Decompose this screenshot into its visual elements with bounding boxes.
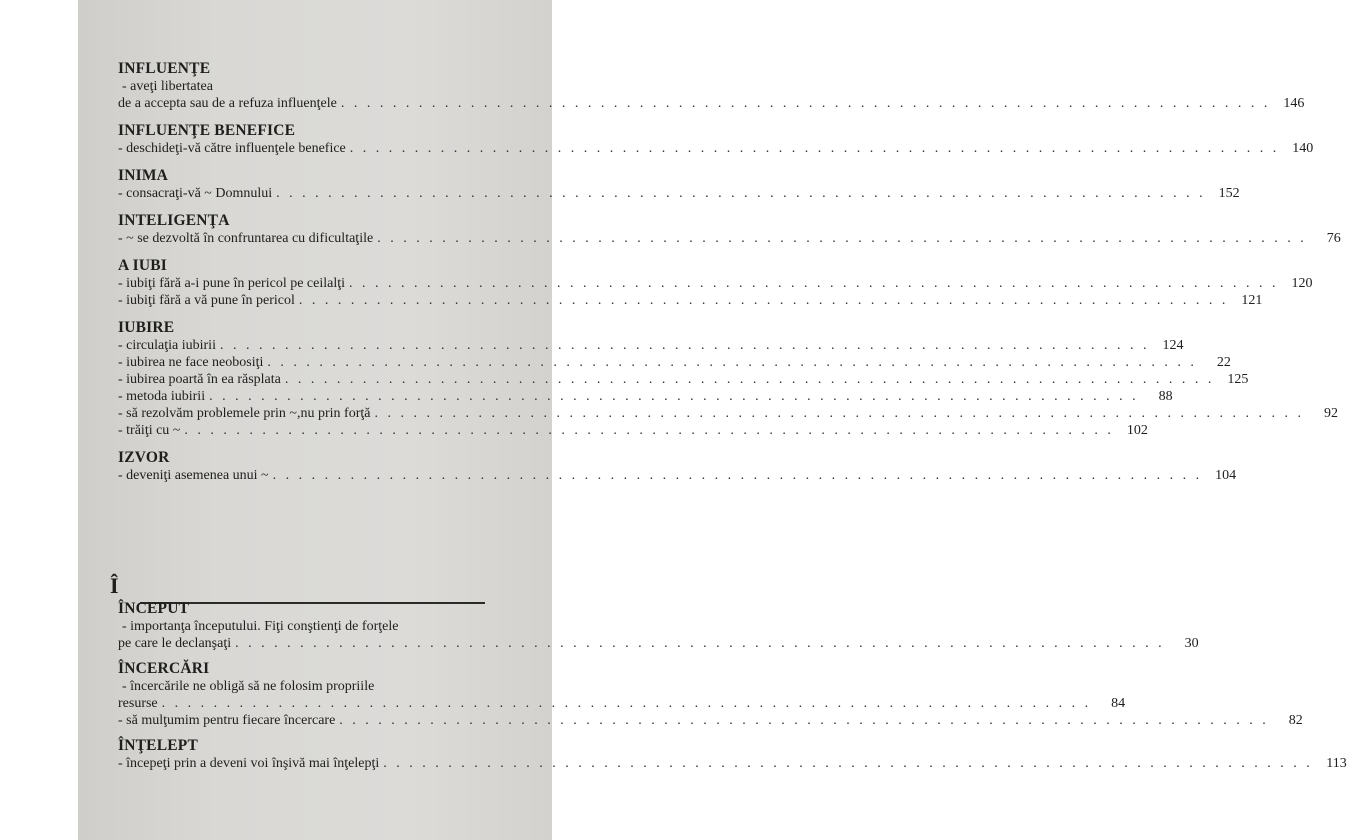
leader-dots: [341, 95, 1271, 112]
entry-item: [118, 635, 1199, 652]
leader-dots: [267, 354, 1197, 371]
leader-dots: [285, 371, 1215, 388]
entry-item-text: resurse: [118, 696, 158, 711]
leader-dots: [209, 388, 1139, 405]
entry-heading: INIMA: [118, 167, 169, 184]
entry-item-text: - încercările ne obligă să ne folosim propriile: [122, 679, 375, 694]
page-number: 30: [1184, 636, 1199, 651]
entry-item-text: - începeţi prin a deveni voi înşivă mai înţelepţi: [118, 756, 380, 771]
page-number: 84: [1111, 696, 1126, 711]
index-entry: [118, 600, 1199, 652]
entry-heading: ÎNŢELEPT: [118, 737, 198, 754]
leader-dots: [383, 755, 1313, 772]
index-entry: [118, 319, 1338, 439]
entry-item: [118, 230, 1341, 247]
page-number: 140: [1292, 141, 1314, 156]
leader-dots: [276, 185, 1206, 202]
leader-dots: [299, 292, 1229, 309]
entry-item: [118, 712, 1303, 729]
entry-item-text: - importanţa începutului. Fiţi conştienţi de forţele: [122, 619, 399, 634]
page-number: 152: [1218, 186, 1240, 201]
entry-heading: ÎNCERCĂRI: [118, 660, 210, 677]
entry-item: [118, 422, 1148, 439]
entry-heading: INFLUENŢE: [118, 60, 211, 77]
page-number: 146: [1283, 96, 1305, 111]
entry-heading: A IUBI: [118, 257, 168, 274]
entry-item-text: - să mulţumim pentru fiecare încercare: [118, 713, 336, 728]
index-entry: [118, 122, 1314, 157]
entry-heading: INTELIGENŢA: [118, 212, 230, 229]
entry-heading: ÎNCEPUT: [118, 600, 190, 617]
entry-item: [118, 371, 1249, 388]
entry-item: [118, 755, 1347, 772]
entry-item-text: - deveniţi asemenea unui ~: [118, 468, 269, 483]
entry-item: [118, 695, 1126, 712]
book-page: [78, 0, 1347, 840]
entry-item-text: - ~ se dezvoltă în confruntarea cu dificultaţile: [118, 231, 374, 246]
entry-item: [118, 337, 1184, 354]
index-entry: [118, 60, 1305, 112]
index-entry: [118, 212, 1341, 247]
entry-item: [118, 405, 1338, 422]
leader-dots: [350, 140, 1280, 157]
index-entry: [118, 660, 1303, 729]
page-number: 102: [1126, 423, 1148, 438]
entry-heading: IZVOR: [118, 449, 170, 466]
page-number: 92: [1324, 406, 1338, 421]
entry-item: [118, 185, 1240, 202]
entry-item-text: - deschideţi-vă către influenţele benefice: [118, 141, 346, 156]
page-number: 88: [1158, 389, 1173, 404]
page-number: 125: [1227, 372, 1249, 387]
entry-item: [118, 275, 1313, 292]
entry-item: [118, 292, 1263, 309]
index-entry: [118, 737, 1347, 772]
entry-item: [118, 388, 1173, 405]
section-letter: Î: [110, 573, 119, 598]
entry-item-text: - iubiţi fără a-i pune în pericol pe ceilalţi: [118, 276, 346, 291]
leader-dots: [377, 230, 1307, 247]
entry-item-text: - iubiţi fără a vă pune în pericol: [118, 293, 295, 308]
leader-dots: [375, 405, 1305, 422]
leader-dots: [220, 337, 1150, 354]
entry-item: [118, 95, 1305, 112]
entry-item-text: - trăiţi cu ~: [118, 423, 181, 438]
entry-item-text: - consacraţi-vă ~ Domnului: [118, 186, 273, 201]
page-number: 124: [1162, 338, 1184, 353]
entry-item-text: - circulaţia iubirii: [118, 338, 216, 353]
entry-heading: IUBIRE: [118, 319, 175, 336]
leader-dots: [339, 712, 1269, 729]
index-entry: [118, 257, 1313, 309]
entry-heading: INFLUENŢE BENEFICE: [118, 122, 296, 139]
page-number: 104: [1215, 468, 1237, 483]
index-entry: [118, 449, 1237, 484]
entry-item-text: de a accepta sau de a refuza influenţele: [118, 96, 337, 111]
leader-dots: [349, 275, 1279, 292]
entry-item-text: - iubirea ne face neobosiţi: [118, 355, 264, 370]
page-number: 22: [1216, 355, 1231, 370]
page-number: 76: [1326, 231, 1341, 246]
page-number: 82: [1288, 713, 1303, 728]
entry-item-text: pe care le declanşaţi: [118, 636, 232, 651]
entry-item: [118, 140, 1314, 157]
index-entry: [118, 167, 1240, 202]
leader-dots: [162, 695, 1092, 712]
entry-item-text: - iubirea poartă în ea răsplata: [118, 372, 281, 387]
entry-item: [118, 354, 1231, 371]
entry-item-text: - aveţi libertatea: [122, 79, 213, 94]
leader-dots: [235, 635, 1165, 652]
index-entries-i: [118, 600, 1347, 780]
entry-item-text: - metoda iubirii: [118, 389, 206, 404]
leader-dots: [273, 467, 1203, 484]
entry-item: [118, 467, 1237, 484]
leader-dots: [184, 422, 1114, 439]
index-entries: [118, 60, 1341, 494]
page-number: 113: [1326, 756, 1347, 771]
entry-item-text: - să rezolvăm problemele prin ~,nu prin forţă: [118, 406, 371, 421]
page-number: 121: [1241, 293, 1263, 308]
page-number: 120: [1291, 276, 1313, 291]
